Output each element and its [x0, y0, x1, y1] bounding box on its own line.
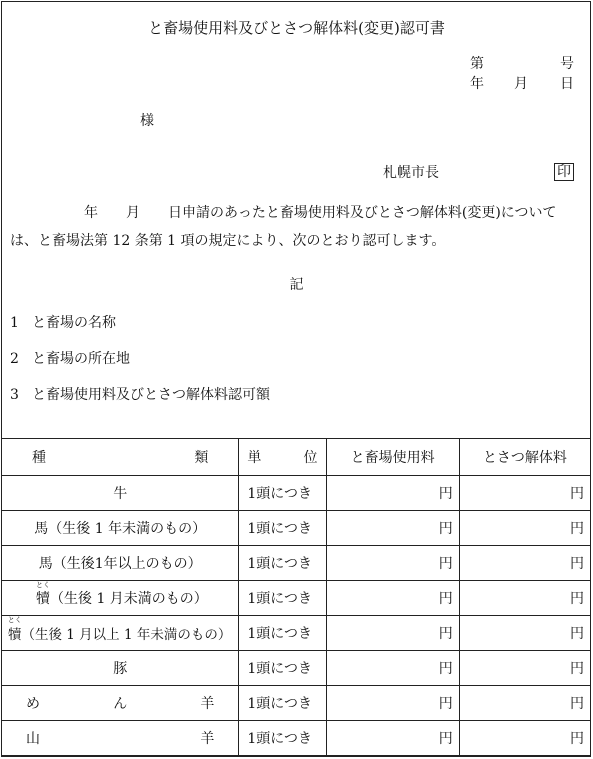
row-8-type-char-2: 羊	[200, 731, 215, 747]
row-4-fee1: 円	[326, 581, 459, 616]
header-type-left: 種	[32, 450, 46, 466]
row-1-fee1: 円	[326, 476, 459, 511]
row-7-type-char-3: 羊	[200, 696, 215, 712]
item-1-label: と畜場の名称	[32, 315, 116, 331]
header-unit-left: 単	[247, 450, 262, 466]
row-3-fee2: 円	[459, 546, 590, 581]
row-8-fee2: 円	[459, 721, 590, 756]
table-row	[2, 581, 591, 616]
row-5-fee2: 円	[459, 616, 590, 651]
row-6-unit: 1頭につき	[239, 651, 326, 686]
item-3-number: 3	[10, 387, 19, 403]
row-5-type-kanji: 犢	[8, 627, 22, 643]
row-1-fee2: 円	[459, 476, 590, 511]
row-6-fee2: 円	[459, 651, 590, 686]
row-7-fee1: 円	[326, 686, 459, 721]
row-3-type: 馬（生後1年以上のもの）	[2, 546, 239, 581]
table-header-row	[2, 439, 591, 476]
table-row	[2, 546, 591, 581]
number-suffix: 号	[560, 56, 574, 72]
row-7-type	[2, 686, 239, 721]
row-4-ruby: とく	[36, 581, 50, 589]
date-month: 月	[514, 76, 528, 92]
table-row	[2, 686, 591, 721]
ki-heading: 記	[289, 277, 304, 293]
table-row	[2, 511, 591, 546]
row-8-fee1: 円	[326, 721, 459, 756]
row-3-fee1: 円	[326, 546, 459, 581]
table-row	[2, 651, 591, 686]
row-5-fee1: 円	[326, 616, 459, 651]
row-5-type-rest: （生後 1 月以上 1 年未満のもの）	[21, 627, 232, 643]
header-type-right: 類	[194, 450, 209, 466]
body-line-1: 年 月 日申請のあったと畜場使用料及びとさつ解体料(変更)について	[84, 205, 557, 221]
row-7-type-char-1: め	[26, 696, 40, 712]
row-7-type-char-2: ん	[113, 696, 128, 712]
row-8-type-char-1: 山	[26, 731, 40, 747]
table-row	[2, 616, 591, 651]
row-7-fee2: 円	[459, 686, 590, 721]
row-2-fee2: 円	[459, 511, 590, 546]
row-4-fee2: 円	[459, 581, 590, 616]
row-4-type-kanji: 犢	[36, 591, 50, 607]
item-2-number: 2	[10, 351, 19, 367]
row-4-unit: 1頭につき	[239, 581, 326, 616]
header-type	[2, 439, 239, 476]
row-5-unit: 1頭につき	[239, 616, 326, 651]
row-8-type	[2, 721, 239, 756]
row-7-unit: 1頭につき	[239, 686, 326, 721]
row-2-type: 馬（生後 1 年未満のもの）	[2, 511, 239, 546]
fee-table	[1, 438, 591, 756]
header-fee2: とさつ解体料	[459, 439, 590, 476]
document-title: と畜場使用料及びとさつ解体料(変更)認可書	[148, 19, 445, 37]
header-unit-right: 位	[303, 450, 318, 466]
row-6-type: 豚	[2, 651, 239, 686]
table-row	[2, 721, 591, 756]
row-4-type	[2, 581, 239, 616]
table-row	[2, 476, 591, 511]
row-5-ruby: とく	[7, 616, 22, 624]
number-prefix: 第	[470, 56, 484, 72]
row-1-type: 牛	[2, 476, 239, 511]
row-5-type-kanji-wrap	[7, 616, 22, 643]
row-3-unit: 1頭につき	[239, 546, 326, 581]
row-4-type-rest: （生後 1 月未満のもの）	[50, 591, 208, 607]
row-2-fee1: 円	[326, 511, 459, 546]
issuer-name: 札幌市長	[383, 165, 439, 181]
row-8-unit: 1頭につき	[239, 721, 326, 756]
date-year: 年	[470, 76, 484, 92]
row-5-type	[2, 616, 239, 651]
item-3-label: と畜場使用料及びとさつ解体料認可額	[32, 387, 270, 403]
item-2-label: と畜場の所在地	[32, 351, 130, 367]
seal-mark: 印	[554, 163, 574, 181]
addressee-suffix: 様	[140, 113, 154, 129]
row-2-unit: 1頭につき	[239, 511, 326, 546]
item-1-number: 1	[10, 315, 19, 331]
date-day: 日	[560, 76, 574, 92]
body-line-2: は、と畜場法第 12 条第 1 項の規定により、次のとおり認可します。	[10, 233, 446, 249]
row-1-unit: 1頭につき	[239, 476, 326, 511]
row-4-type-kanji-wrap	[36, 581, 50, 608]
row-6-fee1: 円	[326, 651, 459, 686]
header-unit	[239, 439, 326, 476]
header-fee1: と畜場使用料	[326, 439, 459, 476]
